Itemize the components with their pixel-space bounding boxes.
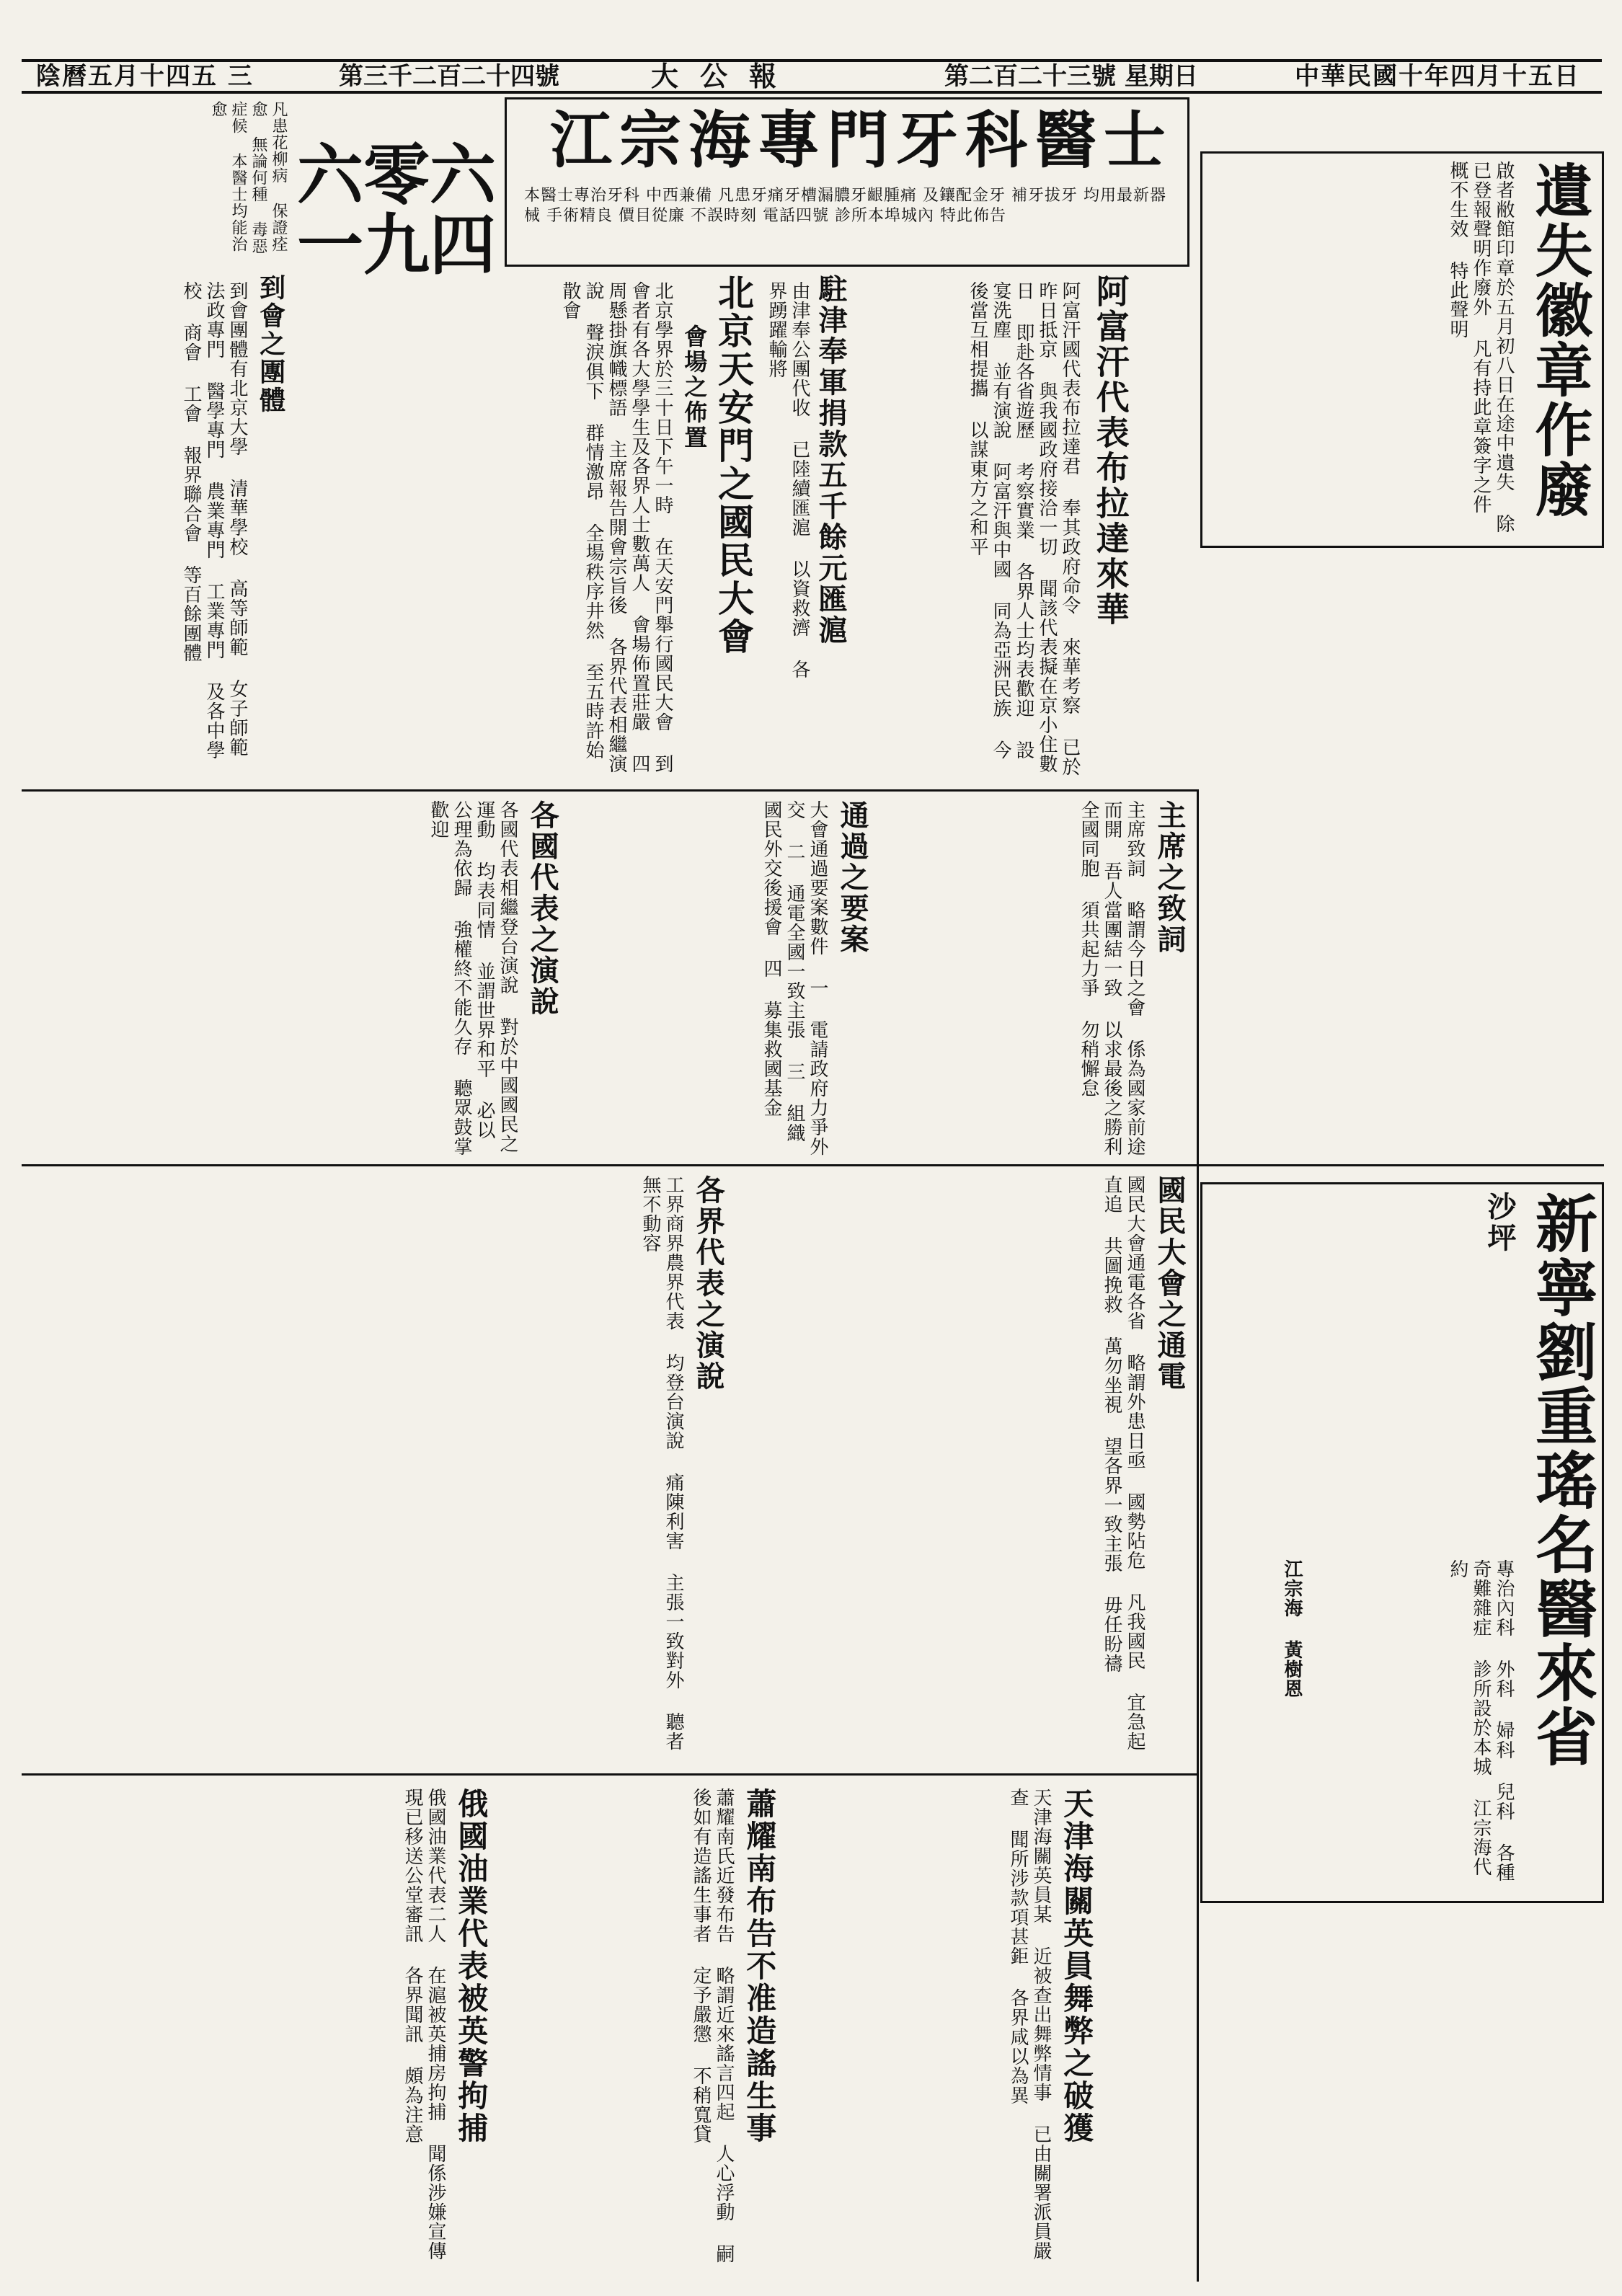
ad-doctor <box>1200 1182 1604 1903</box>
ad-lost-seal <box>1200 151 1604 548</box>
article-resolutions-body: 大會通過要案數件 一 電請政府力爭外交 二 通電全國一致主張 三 組織國民外交後援會 四 募集救國基金 <box>761 800 828 1156</box>
article-afghan-body: 阿富汗國代表布拉達君 奉其政府命令 來華考察 已於昨日抵京 與我國政府接洽一切 聞該代表擬在京小住數日 即赴各省遊歷 考察實業 各界人士均表歡迎 設宴洗塵 並有演說 阿富汗與中國 同為亞洲民族 今後當互相提攜 以謀東方之和平 <box>967 281 1081 776</box>
headline-fengtian-donation: 駐津奉軍捐款五千餘元匯滬 <box>814 274 848 646</box>
ad-lost-body: 啟者敝館印章於五月初八日在途中遺失 除已登報聲明作廢外 凡有持此章簽字之件 概不生效 特此聲明 <box>1447 161 1515 533</box>
article-tiananmen-body: 北京學界於三十日下午一時 在天安門舉行國民大會 到會者有各大學學生及各界人士數萬人 會場佈置莊嚴 四周懸掛旗幟標語 主席報告開會宗旨後 各界代表相繼演說 聲淚俱下 群情激昂 全場秩序井然 至五時許始散會 <box>559 281 673 774</box>
article-xiao-body: 蕭耀南氏近發布告 略謂近來謠言四起 人心浮動 嗣後如有造謠生事者 定予嚴懲 不稍寬貸 <box>690 1788 735 2264</box>
headline-foreign-speeches: 各國代表之演說 <box>526 800 559 1017</box>
newspaper-name: 大公報 <box>650 60 798 92</box>
ad-doctor-note: 沙坪 <box>1483 1192 1517 1254</box>
headline-national-telegram: 國民大會之通電 <box>1153 1175 1187 1392</box>
ad-phone <box>22 97 501 284</box>
ad-jiang-body: 本醫士專治牙科 中西兼備 凡患牙痛牙槽漏膿牙齦腫痛 及鑲配金牙 補牙拔牙 均用最新器械 手術精良 價目從廉 不誤時刻 電話四號 診所本埠城內 特此佈告 <box>524 187 1166 225</box>
article-telegram-body: 國民大會通電各省 略謂外患日亟 國勢阽危 凡我國民 宜急起直追 共圖挽救 萬勿坐視 望各界一致主張 毋任盼禱 <box>1101 1175 1145 1751</box>
ad-jiang-dentist <box>505 97 1189 267</box>
masthead-issue-number: 第三千二百二十四號 <box>339 62 559 91</box>
headline-organizations: 到會之團體 <box>255 274 286 415</box>
article-russian-oil-body: 俄國油業代表二人 在滬被英捕房拘捕 聞係涉嫌宣傳 現已移送公堂審訊 各界聞訊 頗為注意 <box>402 1788 446 2261</box>
ad-doctor-body: 專治內科 外科 婦科 兒科 各種奇難雜症 診所設於本城 江宗海代約 <box>1447 1559 1515 1882</box>
ad-phone-number: 六零六一九四 <box>296 136 496 284</box>
article-organizations-body: 到會團體有北京大學 清華學校 高等師範 女子師範 法政專門 醫學專門 農業專門 工業專門 及各中學校 商會 工會 報界聯合會 等百餘團體 <box>180 281 248 760</box>
article-sectors-body: 工界商界農界代表 均登台演說 痛陳利害 主張一致對外 聽者無不動容 <box>639 1175 684 1751</box>
headline-xiao-yaonan: 蕭耀南布告不准造謠生事 <box>742 1788 778 2145</box>
masthead-issue: 第二百二十三號 星期日 <box>944 62 1198 91</box>
article-fengtian-body: 由津奉公團代收 已陸續匯滬 以資救濟 各界踴躍輸將 <box>766 281 810 679</box>
headline-sectors-speeches: 各界代表之演說 <box>691 1175 725 1392</box>
article-tianjin-body: 天津海關英員某 近被查出舞弊情事 已由關署派員嚴查 聞所涉款項甚鉅 各界咸以為異 <box>1007 1788 1052 2261</box>
rule <box>1197 789 1199 2282</box>
headline-resolutions: 通過之要案 <box>836 800 869 955</box>
subhead-venue: 會場之佈置 <box>681 324 709 451</box>
headline-tianjin-customs: 天津海關英員舞弊之破獲 <box>1059 1788 1095 2145</box>
ad-doctor-names: 江宗海 黃樹恩 <box>1281 1559 1303 1698</box>
masthead-date-right: 中華民國十年四月十五日 <box>1295 62 1580 91</box>
headline-chairman-speech: 主席之致詞 <box>1153 800 1187 955</box>
rule <box>22 1773 1197 1776</box>
article-chairman-body: 主席致詞 略謂今日之會 係為國家前途而開 吾人當團結一致 以求最後之勝利 全國同胞 須共起力爭 勿稍懈怠 <box>1078 800 1145 1156</box>
headline-russian-oil: 俄國油業代表被英警拘捕 <box>453 1788 489 2145</box>
ad-jiang-title: 江宗海專門牙科醫士 <box>550 104 1173 177</box>
ad-lost-title: 遺失徽章作廢 <box>1525 161 1593 520</box>
ad-doctor-title: 新寧劉重瑤名醫來省 <box>1525 1192 1597 1769</box>
masthead-date-left: 陰曆五月十四五 三 <box>36 62 254 91</box>
rule <box>22 789 1197 792</box>
headline-afghan: 阿富汗代表布拉達來華 <box>1091 274 1130 627</box>
masthead <box>22 59 1602 94</box>
headline-tiananmen: 北京天安門之國民大會 <box>712 274 755 656</box>
ad-phone-side-text: 凡患花柳病 保證痊愈 無論何種 毒惡症候 本醫士均能治愈 <box>209 101 288 254</box>
article-foreign-speeches-body: 各國代表相繼登台演說 對於中國國民之運動 均表同情 並謂世界和平 必以公理為依歸 強權終不能久存 聽眾鼓掌歡迎 <box>427 800 518 1156</box>
rule <box>22 1164 1604 1166</box>
